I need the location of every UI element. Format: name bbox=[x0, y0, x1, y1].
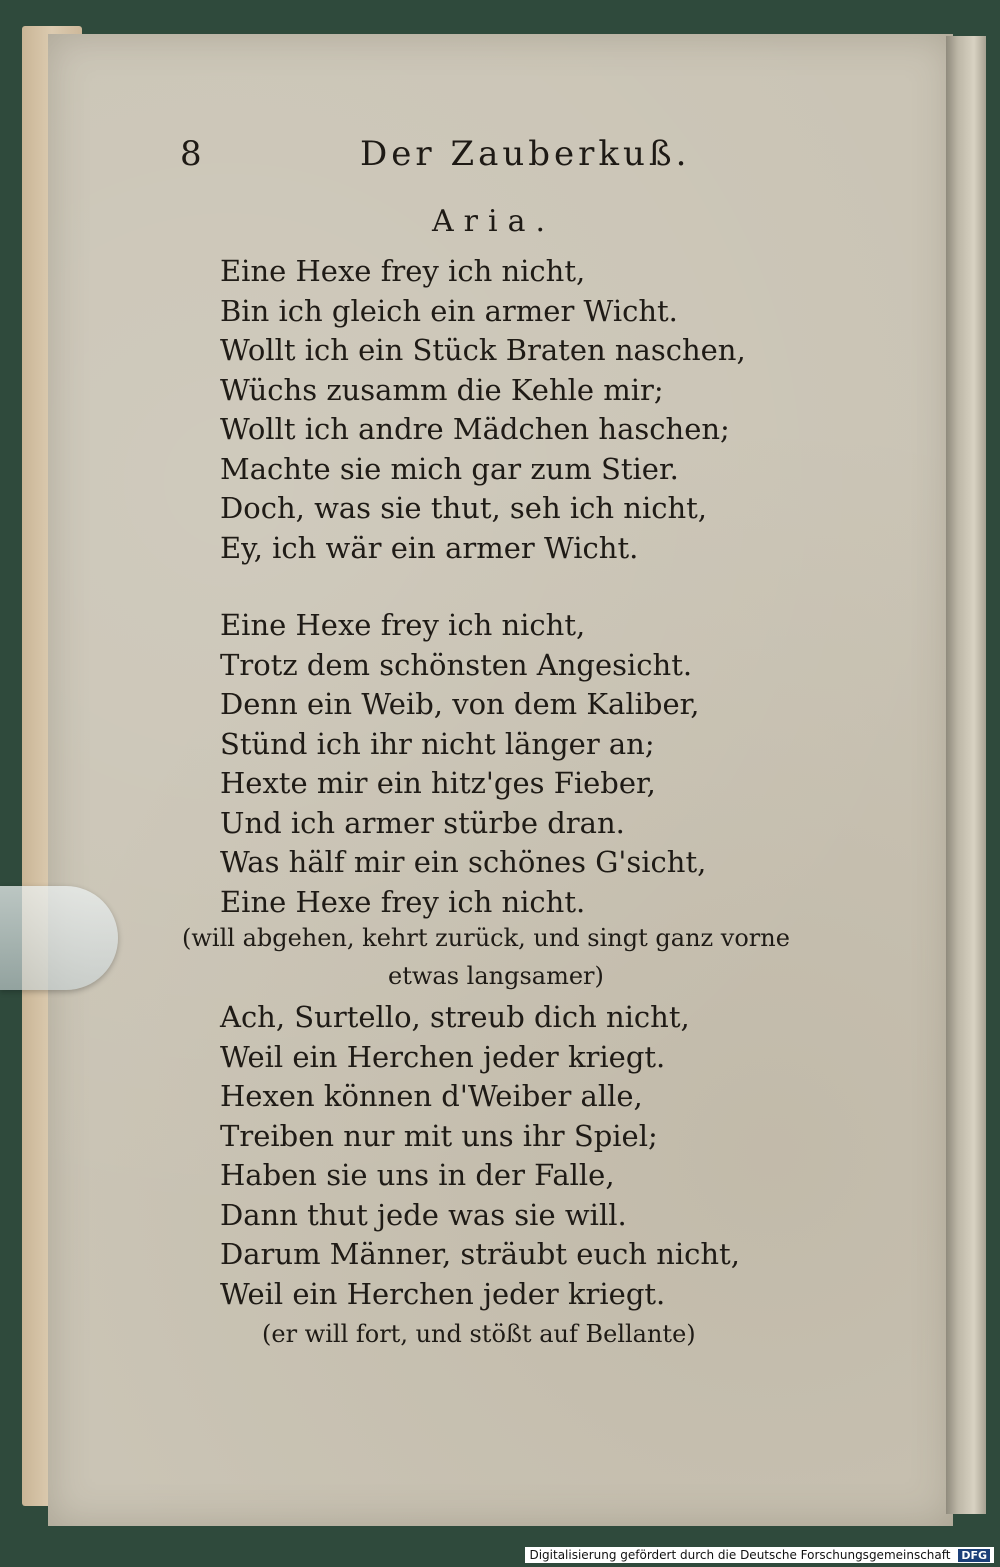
verse-line: Eine Hexe frey ich nicht, bbox=[220, 608, 586, 642]
verse-line: Was hälf mir ein schönes G'sicht, bbox=[220, 845, 707, 879]
stanza-1 bbox=[220, 252, 746, 568]
verse-line: Wüchs zusamm die Kehle mir; bbox=[220, 372, 664, 407]
aria-heading: Aria. bbox=[432, 204, 556, 239]
verse-line: Denn ein Weib, von dem Kaliber, bbox=[220, 687, 700, 721]
verse-line: Eine Hexe frey ich nicht. bbox=[220, 884, 586, 919]
verse-line: Ach, Surtello, streub dich nicht, bbox=[220, 1000, 690, 1034]
verse-line: Wollt ich andre Mädchen haschen; bbox=[220, 412, 730, 446]
verse-line: Machte sie mich gar zum Stier. bbox=[220, 451, 679, 486]
verse-line: Dann thut jede was sie will. bbox=[220, 1197, 627, 1232]
stanza-3 bbox=[220, 998, 740, 1314]
verse-line: Bin ich gleich ein armer Wicht. bbox=[220, 293, 678, 328]
verse-line: Treiben nur mit uns ihr Spiel; bbox=[220, 1118, 658, 1153]
stage-direction: (will abgehen, kehrt zurück, und singt ganz vorne bbox=[182, 924, 790, 952]
page-header bbox=[0, 134, 1000, 184]
credit-text: Digitalisierung gefördert durch die Deutsche Forschungsgemeinschaft bbox=[529, 1548, 951, 1562]
verse-line: Eine Hexe frey ich nicht, bbox=[220, 254, 586, 288]
verse-line: Stünd ich ihr nicht länger an; bbox=[220, 726, 655, 761]
glass-page-holder bbox=[0, 886, 118, 990]
page-number: 8 bbox=[180, 134, 202, 174]
stanza-2 bbox=[220, 606, 706, 922]
verse-line: Weil ein Herchen jeder kriegt. bbox=[220, 1039, 666, 1074]
digitization-credit bbox=[525, 1547, 994, 1563]
verse-line: Und ich armer stürbe dran. bbox=[220, 805, 625, 840]
verse-line: Wollt ich ein Stück Braten naschen, bbox=[220, 333, 746, 367]
running-title: Der Zauberkuß. bbox=[360, 134, 691, 174]
verse-line: Hexen können d'Weiber alle, bbox=[220, 1079, 643, 1113]
verse-line: Weil ein Herchen jeder kriegt. bbox=[220, 1276, 666, 1311]
verse-line: Trotz dem schönsten Angesicht. bbox=[220, 647, 693, 682]
stage-direction-continued: etwas langsamer) bbox=[388, 962, 604, 990]
book-right-edge bbox=[946, 36, 986, 1514]
verse-line: Doch, was sie thut, seh ich nicht, bbox=[220, 491, 708, 525]
verse-line: Haben sie uns in der Falle, bbox=[220, 1158, 615, 1192]
verse-line: Hexte mir ein hitz'ges Fieber, bbox=[220, 766, 656, 800]
verse-line: Ey, ich wär ein armer Wicht. bbox=[220, 530, 639, 565]
dfg-logo: DFG bbox=[958, 1549, 990, 1562]
verse-line: Darum Männer, sträubt euch nicht, bbox=[220, 1237, 740, 1271]
stage-direction-final: (er will fort, und stößt auf Bellante) bbox=[262, 1320, 696, 1348]
